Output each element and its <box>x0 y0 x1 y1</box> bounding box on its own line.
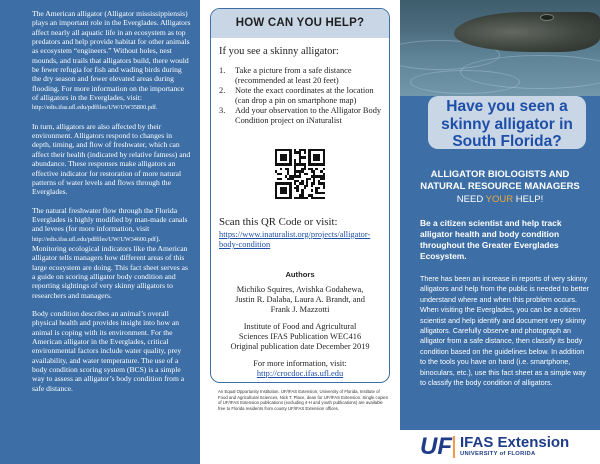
skinny-alligator-intro: If you see a skinny alligator: <box>219 46 339 57</box>
publication-line: Institute of Food and Agricultural <box>243 322 357 331</box>
publication-line: Sciences IFAS Publication WEC416 <box>238 332 362 341</box>
headline-box <box>428 96 586 149</box>
step-text: Note the exact coordinates at the location (can drop a pin on smartphone map) <box>235 86 374 105</box>
step-number: 3. <box>219 106 226 116</box>
how-can-you-help-heading: HOW CAN YOU HELP? <box>211 9 389 38</box>
step-item <box>219 66 383 85</box>
authors-line: Justin R. Dalaba, Laura A. Brandt, and <box>235 295 365 304</box>
intro-text: The American alligator (Alligator mississippiensis) plays an important role in the Everglades. Alligators affect nearly all aquatic life in an ecosystem as top predators and help provide habitat for other animals as ecosystem “engineers.” Without holes, nest mounds, and trails that alligators build, there would be fewer refugia for fish and wading birds during the dry season and fewer elevated areas during flooding. For more information on the importance of alligators in the Everglades, visit: <box>32 9 191 103</box>
importance-link[interactable]: http://edis.ifas.ufl.edu/pdffiles/UW/UW35800.pdf. <box>32 104 158 112</box>
ifas-extension-logo <box>400 430 600 464</box>
scan-qr-text: Scan this QR Code or visit: <box>219 216 338 228</box>
more-info <box>211 359 389 379</box>
authors-names <box>211 285 389 315</box>
step-number: 2. <box>219 86 226 96</box>
publication-line: Original publication date December 2019 <box>230 342 370 351</box>
step-item <box>219 106 383 125</box>
inaturalist-link[interactable]: https://www.inaturalist.org/projects/alligator-body-condition <box>219 230 371 249</box>
logo-divider <box>453 436 455 458</box>
need-prefix: NEED <box>456 194 486 205</box>
canals-link[interactable]: http://edis.ifas.ufl.edu/pdffiles/UW/UW34600.pdf <box>32 235 156 243</box>
step-number: 1. <box>219 66 226 75</box>
publication-info <box>211 322 389 352</box>
right-panel <box>400 0 600 464</box>
left-panel <box>0 0 200 464</box>
university-of-florida-wordmark: UNIVERSITY of FLORIDA <box>460 451 536 457</box>
need-highlight: YOUR <box>485 194 514 205</box>
need-your-help-line <box>400 194 600 206</box>
authors-line: Michiko Squires, Avishka Godahewa, <box>236 285 364 294</box>
crocdoc-link[interactable]: http://crocdoc.ifas.ufl.edu <box>256 369 344 378</box>
headline-line: South Florida? <box>452 133 562 150</box>
biologists-line: NATURAL RESOURCE MANAGERS <box>420 181 580 192</box>
middle-panel <box>200 0 400 464</box>
alligator-head-image <box>454 12 600 52</box>
step-item <box>219 86 383 105</box>
alligator-photo <box>400 0 600 96</box>
freshwater-text-b: ). Monitoring ecological indicators like the American alligator tells managers how different areas of this large ecosystem are doing. This fact sheet serves as a guide on scoring alligator body condition and reporting sightings of very skinny alligators to researchers and managers. <box>32 233 188 300</box>
freshwater-text-a: The natural freshwater flow through the Florida Everglades is highly modified by man-made canals and levees (for more information, visit <box>32 205 188 234</box>
more-info-text: For more information, visit: <box>253 359 347 368</box>
headline-line: skinny alligator in <box>441 115 573 133</box>
authors-line: Frank J. Mazzotti <box>270 305 330 314</box>
steps-list <box>211 58 389 126</box>
step-text: Add your observation to the Alligator Body Condition project on iNaturalist <box>235 106 382 125</box>
water-ripple <box>410 70 520 94</box>
environment-paragraph: In turn, alligators are also affected by their environment. Alligators respond to changes in depth, timing, and flow of freshwater, which can affect their health (indicated by relative fatness) and abundance. These responses make alligators an effective indicator for restoration of more natural patterns of water levels and flows through the Everglades. <box>32 121 191 197</box>
biologists-line: ALLIGATOR BIOLOGISTS AND <box>430 169 570 180</box>
increase-reports-text: There has been an increase in reports of very skinny alligators and help from the public is needed to better understand where and when this problem occurs. When visiting the Everglades, you can be a citizen scientist and help identify and document very skinny alligators. Carefully observe and photograph an alligator from a safe distance, then classify its body condition based on the guidelines below. In addition to the tools you have on hand (i.e. smartphone, binoculars, etc.), use this fact sheet as a simple way to classify the body condition of alligators. <box>420 274 590 388</box>
alligator-eye-image <box>540 14 554 21</box>
biologists-heading <box>400 169 600 193</box>
uf-logo-mark: UF <box>420 433 452 460</box>
intro-paragraph <box>32 9 192 113</box>
qr-code[interactable] <box>275 149 325 199</box>
step-text: Take a picture from a safe distance (recommended at least 20 feet) <box>235 66 352 85</box>
freshwater-paragraph <box>32 206 192 300</box>
ifas-extension-wordmark: IFAS Extension <box>460 434 570 451</box>
qr-module <box>323 197 325 199</box>
body-condition-paragraph: Body condition describes an animal’s overall physical health and provides insight into how an animal is coping with its environment. For the American alligator in the Everglades, critical environmental factors include water quality, prey availability, and water temperature. The use of a body condition scoring system (BCS) is a simple way to assess an alligator’s body condition from a safe distance. <box>32 308 185 393</box>
equal-opportunity-statement: An Equal Opportunity Institution. UF/IFAS Extension, University of Florida, Institute of Food and Agricultural Sciences, Nick T. Place, dean for UF/IFAS Extension. Single copies of UF/IFAS Extension publications (excluding 4-H and youth publications) are available free to Florida residents from county UF/IFAS Extension offices. <box>218 389 388 411</box>
how-can-you-help-box <box>210 8 390 383</box>
headline-line: Have you seen a <box>446 98 568 115</box>
citizen-scientist-text: Be a citizen scientist and help track alligator health and body condition throughout the Greater Everglades Ecosystem. <box>420 218 562 261</box>
need-suffix: HELP! <box>513 194 544 205</box>
authors-heading: Authors <box>285 270 315 279</box>
